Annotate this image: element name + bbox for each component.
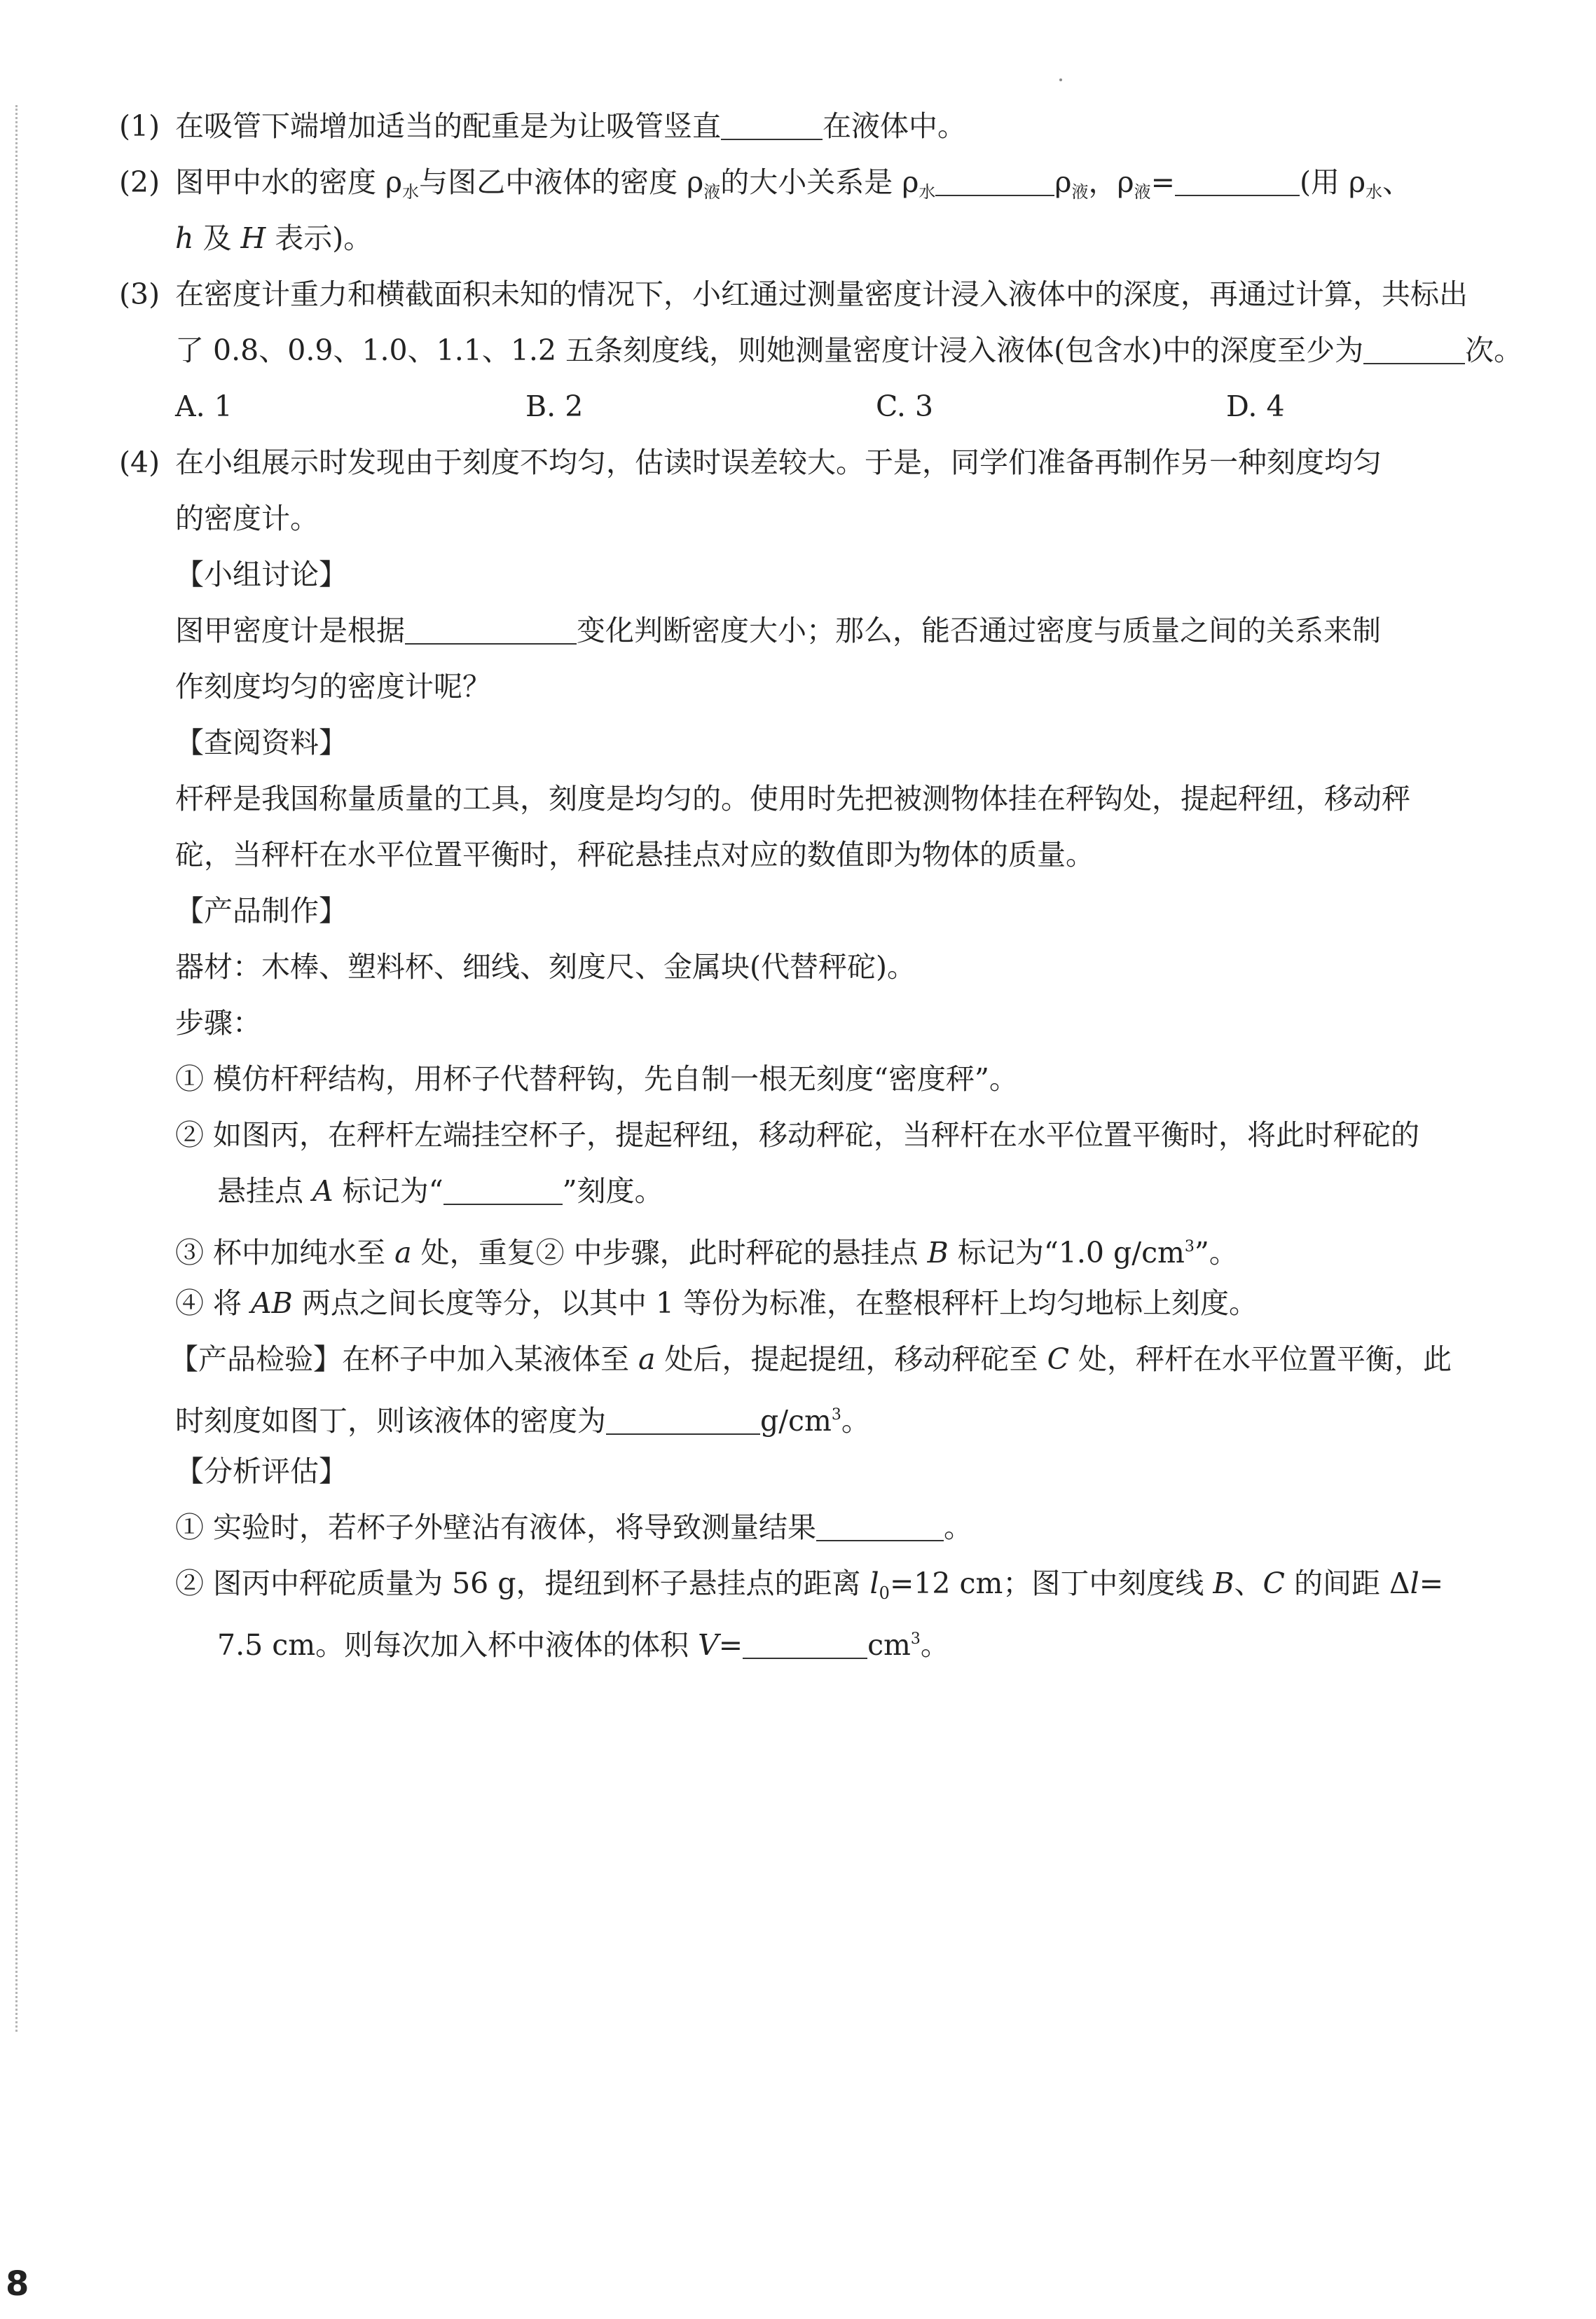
step-text: ③ 杯中加纯水至: [175, 1236, 395, 1269]
lookup-text: 杆秤是我国称量质量的工具，刻度是均匀的。使用时先把被测物体挂在秤钩处，提起秤纽，移动秤: [175, 782, 1410, 816]
step-text: ① 模仿杆秤结构，用杯子代替秤钩，先自制一根无刻度“密度秤”。: [175, 1062, 1018, 1096]
section-heading-discuss: [119, 546, 1513, 603]
volume-answer-blank[interactable]: [743, 1627, 867, 1659]
q2-text: 及: [193, 221, 241, 255]
q2-text: 与图乙中液体的密度 ρ: [419, 165, 704, 199]
q1-text-before: 在吸管下端增加适当的配重是为让吸管竖直: [175, 109, 721, 143]
mark-a: a: [394, 1236, 412, 1269]
point-B: B: [927, 1236, 949, 1269]
q3-text: 次。: [1465, 333, 1523, 367]
analysis-text: 。: [944, 1511, 973, 1544]
q3-options: [119, 378, 1513, 434]
page-number: 8: [6, 2264, 29, 2304]
test-text: 处，秤杆在水平位置平衡，此: [1068, 1342, 1452, 1376]
top-dot-mark: [1059, 78, 1062, 81]
test-text: 时刻度如图丁，则该液体的密度为: [175, 1404, 606, 1438]
step-text: 标记为“: [333, 1174, 443, 1208]
subscript-liquid: 液: [1134, 182, 1151, 202]
analysis-1: [119, 1499, 1513, 1555]
q4-line-1: [119, 434, 1513, 490]
subscript-water: 水: [919, 182, 936, 202]
step-1: [119, 1051, 1513, 1107]
analysis-text: 7.5 cm。则每次加入杯中液体的体积: [217, 1628, 699, 1662]
discuss-text: 变化判断密度大小；那么，能否通过密度与质量之间的关系来制: [577, 614, 1381, 647]
section-heading-lookup: [119, 715, 1513, 771]
test-text: 在杯子中加入某液体至: [342, 1342, 639, 1376]
analysis-2-line-1: [119, 1555, 1513, 1611]
superscript: 3: [910, 1630, 921, 1648]
subscript-water: 水: [402, 182, 420, 202]
subscript-liquid: 液: [1071, 182, 1089, 202]
option-a[interactable]: A. 1: [175, 390, 233, 423]
test-line-1: [119, 1331, 1513, 1387]
analysis-text: cm: [867, 1628, 911, 1662]
q4-line-2: [119, 490, 1513, 546]
section-heading-make: [119, 883, 1513, 939]
step-text: 悬挂点: [217, 1174, 313, 1208]
analysis-text: ② 图丙中秤砣质量为 56 g，提纽到杯子悬挂点的距离: [175, 1567, 870, 1600]
q2-text: 、: [1382, 165, 1412, 199]
steps-label: [119, 995, 1513, 1051]
heading-text: 【分析评估】: [175, 1454, 348, 1488]
test-text: g/cm: [760, 1404, 832, 1438]
q1-line: [119, 98, 1513, 154]
analysis-text: 、: [1234, 1567, 1263, 1600]
q2-text: 表示)。: [266, 221, 373, 255]
step-2-answer-blank[interactable]: [443, 1173, 563, 1205]
lookup-text: 砣，当秤杆在水平位置平衡时，秤砣悬挂点对应的数值即为物体的质量。: [175, 838, 1094, 872]
q2-line-1: [119, 154, 1513, 210]
step-text: ② 如图丙，在秤杆左端挂空杯子，提起秤纽，移动秤砣，当秤杆在水平位置平衡时，将此时秤砣的: [175, 1118, 1420, 1152]
analysis-2-line-2: [119, 1611, 1513, 1667]
discuss-text: 图甲密度计是根据: [175, 614, 405, 647]
lookup-line-2: [119, 827, 1513, 883]
q2-text: ，ρ: [1088, 165, 1134, 199]
analysis-text: 。: [920, 1628, 949, 1662]
q2-text: 的大小关系是 ρ: [720, 165, 919, 199]
option-c[interactable]: C. 3: [876, 390, 934, 423]
q3-text: 在密度计重力和横截面积未知的情况下，小红通过测量密度计浸入液体中的深度，再通过计算，共标出: [175, 277, 1468, 311]
q4-number: (4): [119, 446, 160, 479]
materials-line: [119, 939, 1513, 995]
lookup-line-1: [119, 771, 1513, 827]
q3-text: 了 0.8、0.9、1.0、1.1、1.2 五条刻度线，则她测量密度计浸入液体(包含水)中的深度至少为: [175, 333, 1364, 367]
analysis-text: ① 实验时，若杯子外壁沾有液体，将导致测量结果: [175, 1511, 817, 1544]
step-text: ④ 将: [175, 1286, 252, 1320]
mark-a: a: [638, 1342, 656, 1376]
heading-text: 【小组讨论】: [175, 558, 348, 591]
q2-number: (2): [119, 165, 160, 199]
q4-text: 的密度计。: [175, 502, 319, 535]
q2-line-2: [119, 210, 1513, 266]
superscript: 3: [1184, 1238, 1195, 1255]
step-text: 两点之间长度等分，以其中 1 等份为标准，在整根秤杆上均匀地标上刻度。: [292, 1286, 1258, 1320]
discuss-line-1: [119, 603, 1513, 659]
point-A: A: [312, 1174, 333, 1208]
q3-number: (3): [119, 277, 160, 311]
q4-text: 在小组展示时发现由于刻度不均匀，估读时误差较大。于是，同学们准备再制作另一种刻度均匀: [175, 446, 1382, 479]
q2-expression-blank[interactable]: [1175, 164, 1300, 196]
q2-text: (用 ρ: [1300, 165, 1366, 199]
heading-text: 【查阅资料】: [175, 726, 348, 759]
superscript: 3: [831, 1406, 841, 1424]
segment-AB: AB: [251, 1286, 293, 1320]
analysis-1-answer-blank[interactable]: [816, 1509, 944, 1541]
step-2-line-1: [119, 1107, 1513, 1163]
q3-answer-blank[interactable]: [1363, 332, 1465, 364]
materials-text: 器材：木棒、塑料杯、细线、刻度尺、金属块(代替秤砣)。: [175, 950, 916, 984]
density-answer-blank[interactable]: [606, 1403, 760, 1435]
question-content: [119, 98, 1523, 1667]
q2-text: =: [1150, 165, 1175, 199]
option-d[interactable]: D. 4: [1226, 390, 1285, 423]
heading-text: 【产品制作】: [175, 894, 348, 928]
analysis-text: =: [1419, 1567, 1444, 1600]
subscript-water: 水: [1365, 182, 1383, 202]
heading-text: 【产品检验】: [170, 1342, 342, 1376]
q3-line-2: [119, 322, 1523, 378]
discuss-answer-blank[interactable]: [405, 612, 577, 645]
point-C: C: [1047, 1342, 1069, 1376]
step-3: [119, 1219, 1513, 1275]
discuss-text: 作刻度均匀的密度计呢？: [175, 670, 491, 703]
step-text: 标记为“1.0 g/cm: [948, 1236, 1185, 1269]
var-l: l: [1410, 1567, 1419, 1600]
step-4: [119, 1275, 1513, 1331]
subscript-liquid: 液: [703, 182, 721, 202]
test-text: 。: [841, 1404, 870, 1438]
discuss-line-2: [119, 659, 1513, 715]
analysis-text: =: [718, 1628, 743, 1662]
step-2-line-2: [119, 1163, 1513, 1219]
test-text: 处后，提起提纽，移动秤砣至: [655, 1342, 1047, 1376]
q2-compare-blank[interactable]: [935, 164, 1054, 196]
point-C: C: [1263, 1567, 1285, 1600]
q2-text: ρ: [1054, 165, 1072, 199]
option-b[interactable]: B. 2: [525, 390, 584, 423]
var-H: H: [240, 221, 266, 255]
test-line-2: [119, 1387, 1513, 1443]
step-text: 处，重复② 中步骤，此时秤砣的悬挂点: [411, 1236, 928, 1269]
analysis-text: =12 cm；图丁中刻度线: [889, 1567, 1213, 1600]
var-h: h: [175, 221, 194, 255]
steps-text: 步骤：: [175, 1006, 261, 1040]
subscript: 0: [879, 1583, 890, 1603]
analysis-text: 的间距 Δ: [1284, 1567, 1410, 1600]
q1-text-after: 在液体中。: [823, 109, 966, 143]
point-B: B: [1213, 1567, 1234, 1600]
section-heading-analysis: [119, 1443, 1513, 1499]
q3-line-1: [119, 266, 1513, 322]
q1-answer-blank[interactable]: [721, 108, 823, 140]
step-text: ”。: [1194, 1236, 1238, 1269]
var-V: V: [698, 1628, 719, 1662]
q2-text: 图甲中水的密度 ρ: [175, 165, 403, 199]
q1-number: (1): [119, 109, 160, 143]
margin-dotted-rule: [15, 105, 18, 2032]
var-l: l: [869, 1567, 879, 1600]
step-text: ”刻度。: [562, 1174, 663, 1208]
